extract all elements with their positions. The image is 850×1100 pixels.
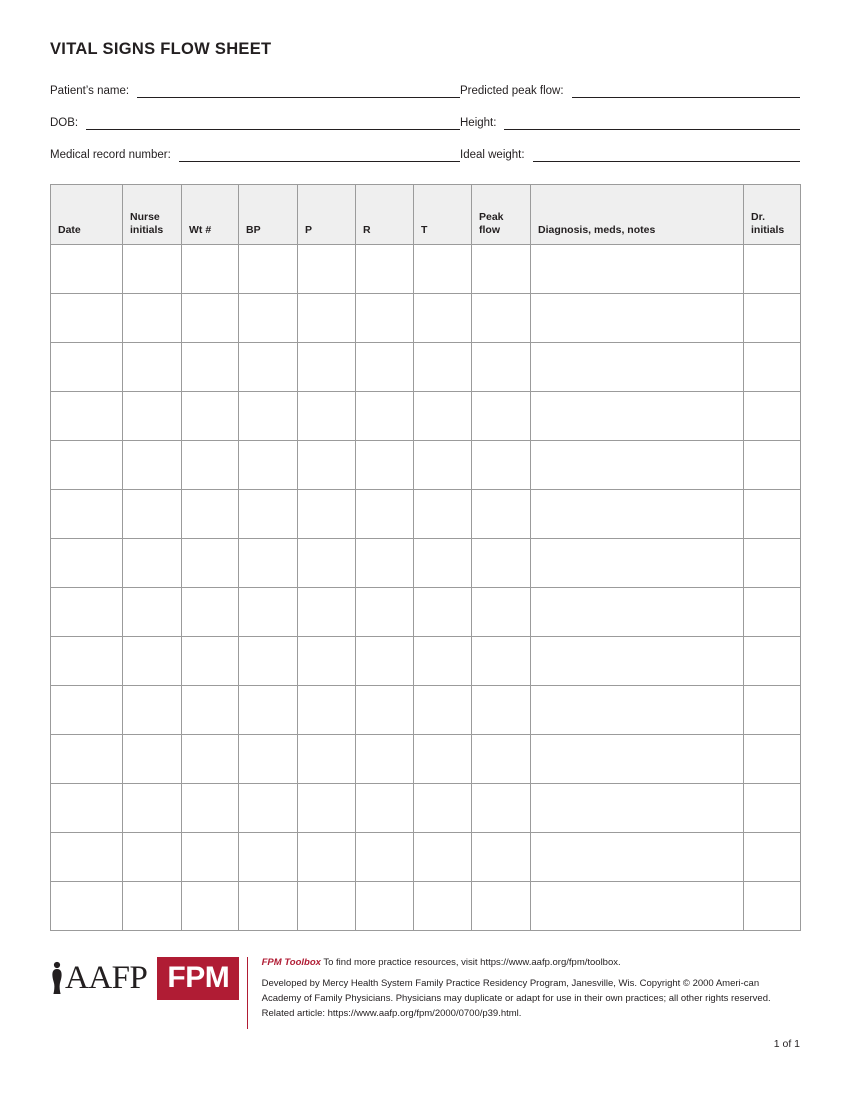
table-cell[interactable]: [51, 882, 123, 931]
table-cell[interactable]: [239, 882, 298, 931]
column-header-diagnosis-line1: Diagnosis, meds, notes: [538, 224, 656, 236]
table-cell[interactable]: [239, 294, 298, 343]
table-cell[interactable]: [356, 637, 414, 686]
table-cell[interactable]: [356, 392, 414, 441]
logo-block: [50, 955, 239, 1001]
field-dob: [50, 117, 460, 130]
column-header-nurse-initials: [123, 185, 182, 245]
table-cell[interactable]: [531, 441, 744, 490]
table-cell[interactable]: [51, 294, 123, 343]
footer: [50, 955, 800, 1031]
table-cell[interactable]: [51, 833, 123, 882]
table-cell[interactable]: [531, 686, 744, 735]
table-cell[interactable]: [472, 490, 531, 539]
table-cell[interactable]: [298, 637, 356, 686]
table-cell[interactable]: [123, 686, 182, 735]
table-cell[interactable]: [51, 539, 123, 588]
table-cell[interactable]: [356, 686, 414, 735]
table-cell[interactable]: [298, 539, 356, 588]
field-row-1: [50, 85, 800, 98]
field-ideal-weight: [460, 149, 800, 162]
document-content: [50, 40, 800, 931]
field-label-patient-name: Patient’s name:: [50, 85, 130, 97]
table-cell[interactable]: [182, 784, 239, 833]
table-cell[interactable]: [298, 441, 356, 490]
table-cell[interactable]: [744, 833, 801, 882]
table-cell[interactable]: [531, 539, 744, 588]
table-cell[interactable]: [51, 735, 123, 784]
column-header-weight-line1: Wt #: [189, 224, 212, 236]
table-cell[interactable]: [414, 343, 472, 392]
table-cell[interactable]: [356, 343, 414, 392]
table-cell[interactable]: [414, 686, 472, 735]
table-cell[interactable]: [182, 882, 239, 931]
table-cell[interactable]: [472, 441, 531, 490]
aafp-logo: [50, 955, 147, 1001]
table-cell[interactable]: [123, 784, 182, 833]
table-cell[interactable]: [239, 637, 298, 686]
footer-credit-text: Developed by Mercy Health System Family Practice Residency Program, Janesville, Wis. Copyright © 2000 Ameri-can Academy of Family Physicians. Physicians may duplicate or adapt for use in their own practices; all other rights reserved. Related article: https://www.aafp.org/fpm/2000/0700/p39.html.: [261, 978, 771, 1019]
table-cell[interactable]: [182, 833, 239, 882]
table-cell[interactable]: [414, 245, 472, 294]
table-cell[interactable]: [744, 637, 801, 686]
table-cell[interactable]: [182, 294, 239, 343]
table-cell[interactable]: [239, 392, 298, 441]
table-cell[interactable]: [182, 245, 239, 294]
table-cell[interactable]: [744, 882, 801, 931]
table-cell[interactable]: [239, 539, 298, 588]
column-header-respiration: [356, 185, 414, 245]
table-cell[interactable]: [123, 441, 182, 490]
table-cell[interactable]: [472, 735, 531, 784]
table-row: [51, 490, 801, 539]
column-header-peak-flow-line1: Peak: [479, 211, 504, 223]
table-cell[interactable]: [414, 882, 472, 931]
table-cell[interactable]: [414, 588, 472, 637]
table-cell[interactable]: [182, 686, 239, 735]
table-cell[interactable]: [531, 637, 744, 686]
table-cell[interactable]: [531, 392, 744, 441]
table-cell[interactable]: [356, 490, 414, 539]
table-cell[interactable]: [531, 833, 744, 882]
table-cell[interactable]: [123, 294, 182, 343]
table-cell[interactable]: [123, 343, 182, 392]
table-cell[interactable]: [356, 588, 414, 637]
table-cell[interactable]: [414, 539, 472, 588]
field-label-predicted-peak-flow: Predicted peak flow:: [460, 85, 564, 97]
column-header-pulse-line1: P: [305, 224, 313, 236]
table-cell[interactable]: [472, 637, 531, 686]
table-cell[interactable]: [123, 490, 182, 539]
table-cell[interactable]: [239, 441, 298, 490]
field-row-2: [50, 117, 800, 130]
table-cell[interactable]: [51, 245, 123, 294]
table-cell[interactable]: [298, 392, 356, 441]
table-cell[interactable]: [414, 637, 472, 686]
table-cell[interactable]: [414, 294, 472, 343]
table-cell[interactable]: [182, 735, 239, 784]
table-cell[interactable]: [531, 245, 744, 294]
table-cell[interactable]: [356, 735, 414, 784]
table-cell[interactable]: [51, 343, 123, 392]
table-cell[interactable]: [744, 294, 801, 343]
table-cell[interactable]: [744, 245, 801, 294]
table-cell[interactable]: [298, 245, 356, 294]
field-label-medical-record-number: Medical record number:: [50, 149, 171, 161]
table-cell[interactable]: [239, 784, 298, 833]
field-input-patient-name[interactable]: [137, 85, 460, 98]
table-cell[interactable]: [744, 735, 801, 784]
table-cell[interactable]: [51, 392, 123, 441]
table-cell[interactable]: [744, 686, 801, 735]
table-row: [51, 784, 801, 833]
table-cell[interactable]: [123, 735, 182, 784]
table-cell[interactable]: [182, 490, 239, 539]
table-cell[interactable]: [123, 392, 182, 441]
column-header-nurse-initials-line2: initials: [130, 224, 164, 236]
table-cell[interactable]: [356, 441, 414, 490]
table-row: [51, 441, 801, 490]
table-cell[interactable]: [356, 294, 414, 343]
table-cell[interactable]: [182, 539, 239, 588]
table-cell[interactable]: [51, 784, 123, 833]
table-row: [51, 882, 801, 931]
field-medical-record-number: [50, 149, 460, 162]
table-row: [51, 735, 801, 784]
column-header-date-line1: Date: [58, 224, 81, 236]
table-cell[interactable]: [182, 343, 239, 392]
field-input-ideal-weight[interactable]: [533, 149, 800, 162]
physician-figure-icon: [50, 961, 64, 995]
table-row: [51, 588, 801, 637]
table-cell[interactable]: [472, 343, 531, 392]
field-patient-name: [50, 85, 460, 98]
table-cell[interactable]: [472, 392, 531, 441]
table-cell[interactable]: [298, 294, 356, 343]
table-cell[interactable]: [744, 784, 801, 833]
table-cell[interactable]: [744, 343, 801, 392]
table-row: [51, 294, 801, 343]
table-row: [51, 833, 801, 882]
table-cell[interactable]: [298, 833, 356, 882]
table-cell[interactable]: [744, 588, 801, 637]
table-cell[interactable]: [356, 882, 414, 931]
table-cell[interactable]: [744, 539, 801, 588]
column-header-dr-initials: [744, 185, 801, 245]
table-cell[interactable]: [123, 882, 182, 931]
table-cell[interactable]: [472, 833, 531, 882]
table-cell[interactable]: [298, 686, 356, 735]
table-row: [51, 343, 801, 392]
field-label-dob: DOB:: [50, 117, 79, 129]
fpm-toolbox-label: FPM Toolbox: [261, 957, 321, 968]
field-row-3: [50, 149, 800, 162]
page-number: 1 of 1: [773, 1038, 800, 1050]
column-header-dr-initials-line2: initials: [751, 224, 785, 236]
table-cell[interactable]: [531, 784, 744, 833]
table-cell[interactable]: [414, 392, 472, 441]
table-cell[interactable]: [123, 833, 182, 882]
table-cell[interactable]: [239, 735, 298, 784]
table-cell[interactable]: [123, 245, 182, 294]
column-header-bp-line1: BP: [246, 224, 261, 236]
table-cell[interactable]: [182, 637, 239, 686]
table-cell[interactable]: [356, 833, 414, 882]
table-cell[interactable]: [51, 588, 123, 637]
table-cell[interactable]: [356, 245, 414, 294]
table-cell[interactable]: [414, 784, 472, 833]
footer-toolbox-line: [262, 955, 800, 970]
table-cell[interactable]: [239, 245, 298, 294]
table-cell[interactable]: [51, 490, 123, 539]
column-header-peak-flow: [472, 185, 531, 245]
field-label-ideal-weight: Ideal weight:: [460, 149, 525, 161]
table-cell[interactable]: [531, 343, 744, 392]
table-row: [51, 539, 801, 588]
table-cell[interactable]: [123, 588, 182, 637]
table-cell[interactable]: [414, 735, 472, 784]
table-cell[interactable]: [182, 588, 239, 637]
table-cell[interactable]: [356, 784, 414, 833]
table-cell[interactable]: [239, 490, 298, 539]
table-cell[interactable]: [531, 735, 744, 784]
table-cell[interactable]: [472, 588, 531, 637]
page-title: VITAL SIGNS FLOW SHEET: [50, 40, 272, 58]
table-row: [51, 392, 801, 441]
fpm-toolbox-text: To find more practice resources, visit https://www.aafp.org/fpm/toolbox.: [320, 957, 621, 968]
table-cell[interactable]: [182, 392, 239, 441]
table-cell[interactable]: [51, 637, 123, 686]
table-cell[interactable]: [472, 539, 531, 588]
column-header-temperature: [414, 185, 472, 245]
table-cell[interactable]: [744, 441, 801, 490]
table-cell[interactable]: [531, 490, 744, 539]
table-row: [51, 245, 801, 294]
table-cell[interactable]: [472, 686, 531, 735]
fpm-wordmark: FPM: [157, 957, 239, 1000]
field-input-height[interactable]: [504, 117, 800, 130]
column-header-weight: [182, 185, 239, 245]
table-cell[interactable]: [298, 588, 356, 637]
table-cell[interactable]: [239, 588, 298, 637]
column-header-pulse: [298, 185, 356, 245]
column-header-nurse-initials-line1: Nurse: [130, 211, 160, 223]
table-cell[interactable]: [123, 539, 182, 588]
column-header-diagnosis: [531, 185, 744, 245]
table-cell[interactable]: [239, 833, 298, 882]
column-header-bp: [239, 185, 298, 245]
aafp-wordmark: AAFP: [65, 960, 148, 996]
table-cell[interactable]: [51, 686, 123, 735]
table-cell[interactable]: [123, 637, 182, 686]
column-header-date: [51, 185, 123, 245]
column-header-dr-initials-line1: Dr.: [751, 211, 766, 223]
table-cell[interactable]: [182, 441, 239, 490]
column-header-temperature-line1: T: [421, 224, 428, 236]
table-cell[interactable]: [414, 833, 472, 882]
table-cell[interactable]: [472, 784, 531, 833]
table-row: [51, 637, 801, 686]
footer-text: [262, 955, 800, 1027]
field-input-dob[interactable]: [86, 117, 460, 130]
table-cell[interactable]: [239, 343, 298, 392]
table-cell[interactable]: [298, 490, 356, 539]
field-label-height: Height:: [460, 117, 497, 129]
table-cell[interactable]: [744, 392, 801, 441]
vital-signs-table: [50, 184, 801, 931]
table-cell[interactable]: [531, 294, 744, 343]
table-cell[interactable]: [298, 882, 356, 931]
table-cell[interactable]: [298, 343, 356, 392]
table-cell[interactable]: [298, 784, 356, 833]
table-cell[interactable]: [531, 882, 744, 931]
field-predicted-peak-flow: [460, 85, 800, 98]
table-body: [51, 245, 801, 931]
field-input-medical-record-number[interactable]: [179, 149, 460, 162]
table-cell[interactable]: [414, 490, 472, 539]
field-input-predicted-peak-flow[interactable]: [572, 85, 800, 98]
table-cell[interactable]: [414, 441, 472, 490]
table-cell[interactable]: [472, 882, 531, 931]
table-cell[interactable]: [472, 245, 531, 294]
patient-info-fields: [50, 85, 800, 162]
field-height: [460, 117, 800, 130]
table-header: [51, 185, 801, 245]
table-row: [51, 686, 801, 735]
table-cell[interactable]: [51, 441, 123, 490]
table-cell[interactable]: [239, 686, 298, 735]
table-cell[interactable]: [531, 588, 744, 637]
table-cell[interactable]: [356, 539, 414, 588]
table-header-row: [51, 185, 801, 245]
column-header-peak-flow-line2: flow: [479, 224, 500, 236]
table-cell[interactable]: [472, 294, 531, 343]
column-header-respiration-line1: R: [363, 224, 371, 236]
table-cell[interactable]: [298, 735, 356, 784]
table-cell[interactable]: [744, 490, 801, 539]
